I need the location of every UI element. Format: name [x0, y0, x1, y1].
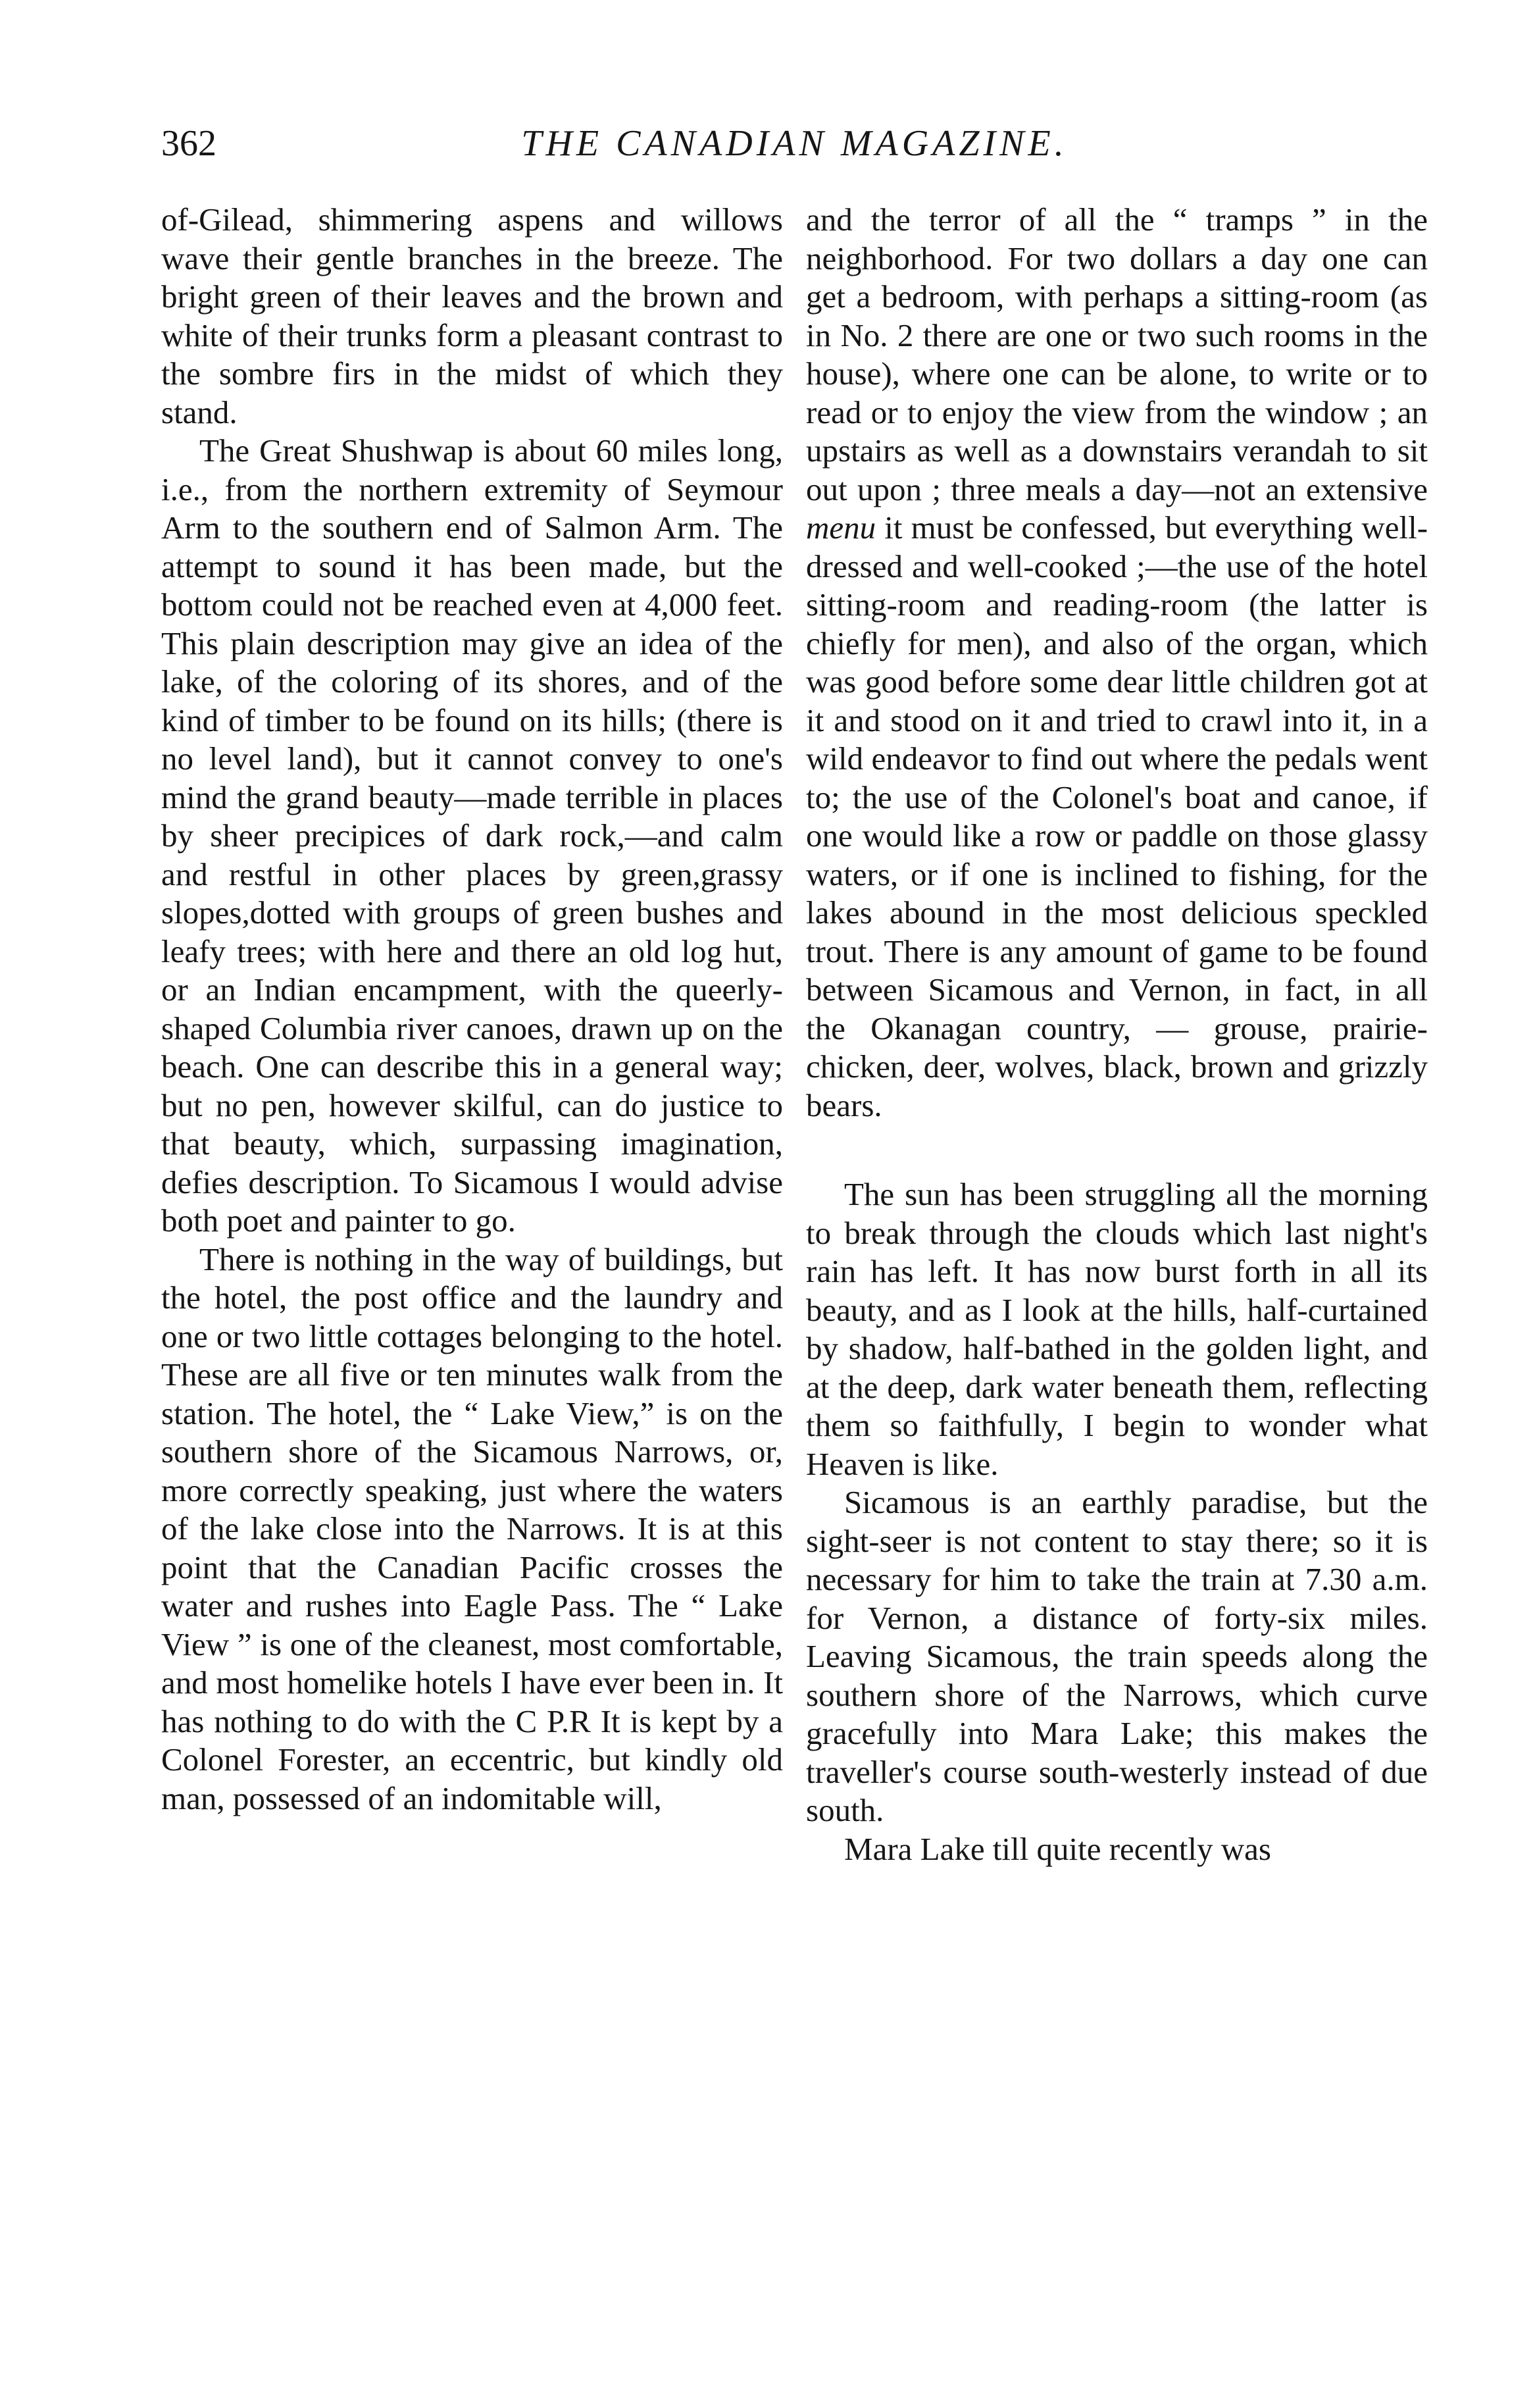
paragraph-hotel-continued	[806, 201, 1428, 1125]
paragraph-shushwap-lead: The Great Shushwap is about 60	[199, 432, 628, 469]
paragraph-hotel-pre: and the terror of all the “ tramps ” in the neighborhood. For two dollars a day one can get a bedroom, with perhaps a sitting-room (as in No. 2 there are one or two such rooms in the house), where one can be alone, to write or to read or to enjoy the view from the window ; an upstairs as well as a downstairs verandah to sit out upon ; three meals a day—not an extensive	[806, 201, 1428, 507]
paragraph-shushwap	[161, 432, 783, 1241]
page-number: 362	[161, 123, 216, 164]
paragraph-continued: of-Gilead, shimmering aspens and willows wave their gentle branches in the breeze. The bright green of their leaves and the brown and white of their trunks form a pleasant contrast to the sombre firs in the midst of which they stand.	[161, 201, 783, 430]
right-column	[806, 201, 1428, 1868]
paragraph-shushwap-body: miles long, i.e., from the northern extremity of Seymour Arm to the southern end of Salmon Arm. The attempt to sound it has been made, but the bottom could not be reached even at 4,000 feet. This plain description may give an idea of the lake, of the coloring of its shores, and of the kind of timber to be found on its hills; (there is no level land), but it cannot convey to one's mind the grand beauty—made terrible in places by sheer precipices of dark rock,—and calm and restful in other places by green,grassy slopes,dotted with groups of green bushes and leafy trees; with here and there an old log hut, or an Indian encampment, with the queerly-shaped Columbia river canoes, drawn up on the beach. One can describe this in a general way; but no pen, however skilful, can do justice to that beauty, which, surpassing imagination, defies description. To Sicamous I would advise both poet and painter to go.	[161, 432, 784, 1239]
running-title: THE CANADIAN MAGAZINE.	[521, 123, 1068, 164]
paragraph-mara-lake: Mara Lake till quite recently was	[844, 1830, 1271, 1867]
paragraph-hotel-post: it must be confessed, but everything well-dressed and well-cooked ;—the use of the hotel sitting-room and reading-room (the latter is chiefly for men), and also of the organ, which was good before some dear little children got at it and stood on it and tried to crawl into it, in a wild endeavor to find out where the pedals went to; the use of the Colonel's boat and canoe, if one would like a row or paddle on those glassy waters, or if one is inclined to fishing, for the lakes abound in the most delicious speckled trout. There is any amount of game to be found between Sicamous and Vernon, in fact, in all the Okanagan country, — grouse, prairie-chicken, deer, wolves, black, brown and grizzly bears.	[806, 509, 1428, 1123]
paragraph-buildings: There is nothing in the way of buildings, but the hotel, the post office and the laundry and one or two little cottages belonging to the hotel. These are all five or ten minutes walk from the station. The hotel, the “ Lake View,” is on the southern shore of the Sicamous Narrows, or, more correctly speaking, just where the waters of the lake close into the Narrows. It is at this point that the Canadian Pacific crosses the water and rushes into Eagle Pass. The “ Lake View ” is one of the cleanest, most comfortable, and most homelike hotels I have ever been in. It has nothing to do with the C P.R It is kept by a Colonel Forester, an eccentric, but kindly old man, possessed of an indomitable will,	[161, 1241, 783, 1816]
paragraph-sicamous-paradise: Sicamous is an earthly paradise, but the sight-seer is not content to stay there; so it is necessary for him to take the train at 7.30 a.m. for Vernon, a distance of forty-six miles. Leaving Sicamous, the train speeds along the southern shore of the Narrows, which curve gracefully into Mara Lake; this makes the traveller's course south-westerly instead of due south.	[806, 1484, 1428, 1828]
left-column	[161, 201, 783, 1818]
paragraph-sun: The sun has been struggling all the morning to break through the clouds which last night's rain has left. It has now burst forth in all its beauty, and as I look at the hills, half-curtained by shadow, half-bathed in the golden light, and at the deep, dark water beneath them, reflecting them so faithfully, I begin to wonder what Heaven is like.	[806, 1176, 1428, 1482]
menu-word: menu	[806, 509, 876, 546]
page-header	[161, 117, 1428, 170]
